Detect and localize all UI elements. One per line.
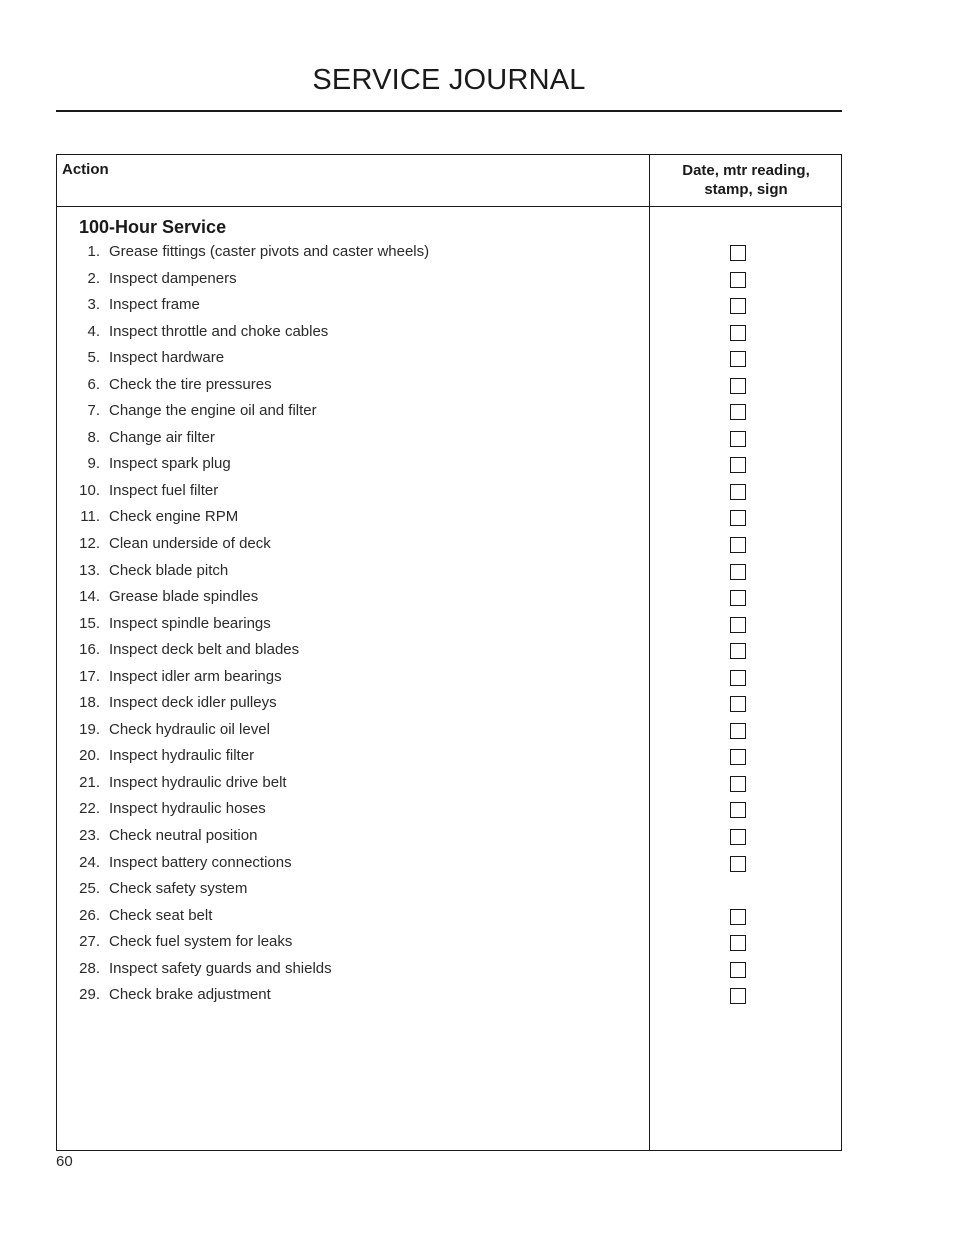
task-number: 19. [79,720,100,738]
task-number: 3. [87,296,100,314]
task-number: 21. [79,773,100,791]
task-row [57,345,841,372]
task-checkbox[interactable] [730,617,746,633]
task-row [57,982,841,1009]
task-label: Inspect hydraulic hoses [109,800,266,818]
task-checkbox[interactable] [730,962,746,978]
task-row [57,850,841,877]
task-number: 18. [79,694,100,712]
task-label: Check engine RPM [109,508,239,526]
task-number: 8. [87,428,100,446]
task-number: 15. [79,614,100,632]
task-label: Grease blade spindles [109,588,259,606]
task-label: Change the engine oil and filter [109,402,317,420]
section-heading: 100-Hour Service [79,217,227,237]
task-checkbox[interactable] [730,776,746,792]
task-label: Inspect battery connections [109,853,292,871]
task-number: 13. [79,561,100,579]
title-divider [56,110,842,112]
task-checkbox[interactable] [730,749,746,765]
task-checkbox[interactable] [730,457,746,473]
task-number: 5. [87,349,100,367]
task-row [57,690,841,717]
task-checkbox[interactable] [730,856,746,872]
task-label: Inspect hydraulic filter [109,747,255,765]
task-number: 20. [79,747,100,765]
page-number: 60 [56,1153,73,1170]
task-label: Inspect spark plug [109,455,231,473]
task-checkbox[interactable] [730,404,746,420]
task-row [57,531,841,558]
task-row [57,743,841,770]
task-checkbox[interactable] [730,431,746,447]
task-label: Change air filter [109,428,215,446]
task-number: 24. [79,853,100,871]
task-list [57,239,841,1009]
task-row [57,664,841,691]
task-number: 26. [79,906,100,924]
task-label: Clean underside of deck [109,535,271,553]
task-row [57,292,841,319]
task-label: Check neutral position [109,827,258,845]
task-number: 29. [79,986,100,1004]
task-number: 9. [87,455,100,473]
task-row [57,266,841,293]
date-header-line-2: stamp, sign [704,181,788,198]
task-label: Check fuel system for leaks [109,933,293,951]
task-label: Grease fittings (caster pivots and caster wheels) [109,243,430,260]
task-label: Check safety system [109,880,248,898]
task-label: Inspect hardware [109,349,225,367]
task-label: Check blade pitch [109,561,229,579]
task-label: Inspect fuel filter [109,481,219,499]
task-checkbox[interactable] [730,351,746,367]
task-row [57,558,841,585]
task-label: Check brake adjustment [109,986,271,1004]
task-row [57,504,841,531]
task-number: 2. [87,269,100,287]
task-number: 16. [79,641,100,659]
task-row [57,929,841,956]
task-row [57,956,841,983]
task-label: Inspect frame [109,296,200,314]
task-number: 1. [87,243,100,260]
task-number: 10. [79,481,100,499]
task-row [57,584,841,611]
task-number: 14. [79,588,100,606]
task-row [57,637,841,664]
task-row [57,425,841,452]
task-label: Check the tire pressures [109,375,272,393]
task-checkbox[interactable] [730,670,746,686]
task-row [57,372,841,399]
page-title: SERVICE JOURNAL [312,64,586,96]
task-label: Check seat belt [109,906,213,924]
task-row [57,398,841,425]
task-checkbox[interactable] [730,245,746,261]
action-column-header: Action [62,161,109,178]
task-label: Inspect hydraulic drive belt [109,773,287,791]
task-row [57,823,841,850]
task-checkbox[interactable] [730,590,746,606]
task-label: Check hydraulic oil level [109,720,270,738]
task-checkbox[interactable] [730,909,746,925]
task-row [57,770,841,797]
task-checkbox[interactable] [730,935,746,951]
task-checkbox[interactable] [730,696,746,712]
task-number: 22. [79,800,100,818]
task-number: 12. [79,535,100,553]
date-header-line-1: Date, mtr reading, [682,162,810,179]
task-row [57,478,841,505]
date-column-header [650,161,842,199]
task-row [57,717,841,744]
task-number: 4. [87,322,100,340]
task-checkbox[interactable] [730,829,746,845]
task-label: Inspect spindle bearings [109,614,271,632]
task-number: 25. [79,880,100,898]
task-row [57,239,841,266]
task-checkbox[interactable] [730,643,746,659]
task-row [57,451,841,478]
task-number: 23. [79,827,100,845]
task-label: Inspect safety guards and shields [109,959,332,977]
task-row [57,903,841,930]
task-checkbox[interactable] [730,298,746,314]
task-number: 27. [79,933,100,951]
task-checkbox[interactable] [730,537,746,553]
task-number: 6. [87,375,100,393]
task-row [57,876,841,903]
task-checkbox[interactable] [730,564,746,580]
task-checkbox[interactable] [730,510,746,526]
task-row [57,611,841,638]
task-row [57,319,841,346]
task-checkbox[interactable] [730,802,746,818]
task-checkbox[interactable] [730,325,746,341]
task-checkbox[interactable] [730,723,746,739]
task-checkbox[interactable] [730,378,746,394]
service-journal-table [56,154,842,1151]
task-label: Inspect deck idler pulleys [109,694,277,712]
task-number: 7. [87,402,100,420]
task-number: 17. [79,667,100,685]
task-number: 11. [80,508,100,526]
task-row [57,796,841,823]
task-label: Inspect throttle and choke cables [109,322,329,340]
task-label: Inspect dampeners [109,269,237,287]
task-checkbox[interactable] [730,988,746,1004]
header-divider [57,206,841,207]
task-checkbox[interactable] [730,484,746,500]
task-number: 28. [79,959,100,977]
task-checkbox[interactable] [730,272,746,288]
task-label: Inspect deck belt and blades [109,641,300,659]
task-label: Inspect idler arm bearings [109,667,282,685]
